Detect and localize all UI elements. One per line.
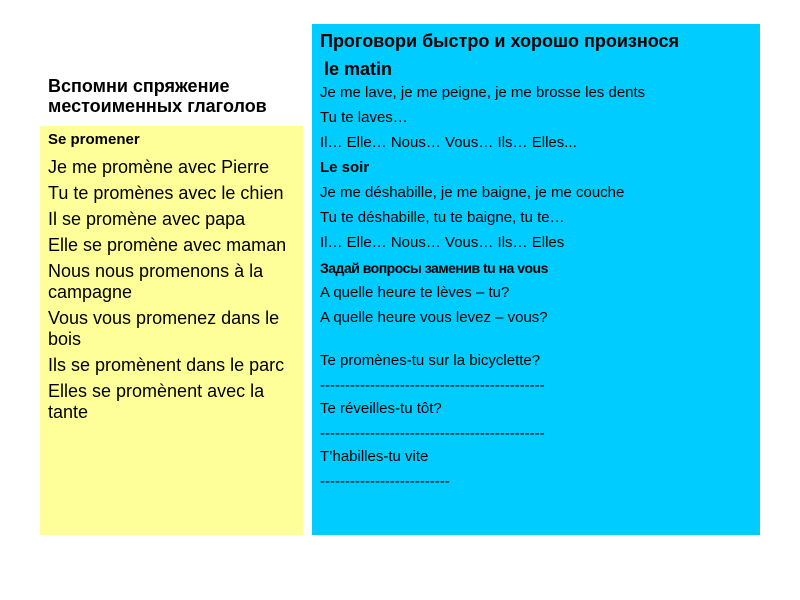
evening-line: Il… Elle… Nous… Vous… Ils… Elles xyxy=(320,234,565,251)
question-line: A quelle heure te lèves – tu? xyxy=(320,284,510,301)
evening-label: Le soir xyxy=(320,159,370,176)
exercise-panel xyxy=(312,24,760,535)
exercise-question: Te promènes-tu sur la bicyclette? xyxy=(320,352,541,369)
conjugation-line: Tu te promènes avec le chien xyxy=(48,183,284,203)
conjugation-line: Il se promène avec papa xyxy=(48,209,246,229)
evening-line: Tu te déshabille, tu te baigne, tu te… xyxy=(320,209,565,226)
answer-blank: --------------------------------------------- xyxy=(320,377,545,394)
verb-infinitive: Se promener xyxy=(48,131,140,148)
answer-blank: --------------------------------------------- xyxy=(320,425,545,442)
morning-line: Je me lave, je me peigne, je me brosse les dents xyxy=(320,84,646,101)
conjugation-line: Je me promène avec Pierre xyxy=(48,157,270,177)
task-label: Задай вопросы заменив tu на vous xyxy=(320,260,548,276)
exercise-question: Te réveilles-tu tôt? xyxy=(320,400,442,417)
conjugation-panel xyxy=(40,126,303,535)
conjugation-line: Vous vous promenez dans le bois xyxy=(48,308,280,349)
morning-line: Tu te laves… xyxy=(320,109,408,126)
question-line: A quelle heure vous levez – vous? xyxy=(320,309,548,326)
conjugation-line: Nous nous promenons à la campagne xyxy=(48,261,264,302)
morning-label: le matin xyxy=(324,59,393,79)
spacer xyxy=(320,334,754,352)
exercise-title: Проговори быстро и хорошо произнося xyxy=(320,31,680,51)
conjugation-line: Elle se promène avec maman xyxy=(48,235,287,255)
left-heading: Вспомни спряжение местоименных глаголов xyxy=(48,76,267,116)
morning-line: Il… Elle… Nous… Vous… Ils… Elles... xyxy=(320,134,577,151)
answer-blank: -------------------------- xyxy=(320,473,450,490)
conjugation-line: Ils se promènent dans le parc xyxy=(48,355,285,375)
evening-line: Je me déshabille, je me baigne, je me couche xyxy=(320,184,625,201)
conjugation-line: Elles se promènent avec la tante xyxy=(48,381,265,422)
exercise-question: T’habilles-tu vite xyxy=(320,448,429,465)
